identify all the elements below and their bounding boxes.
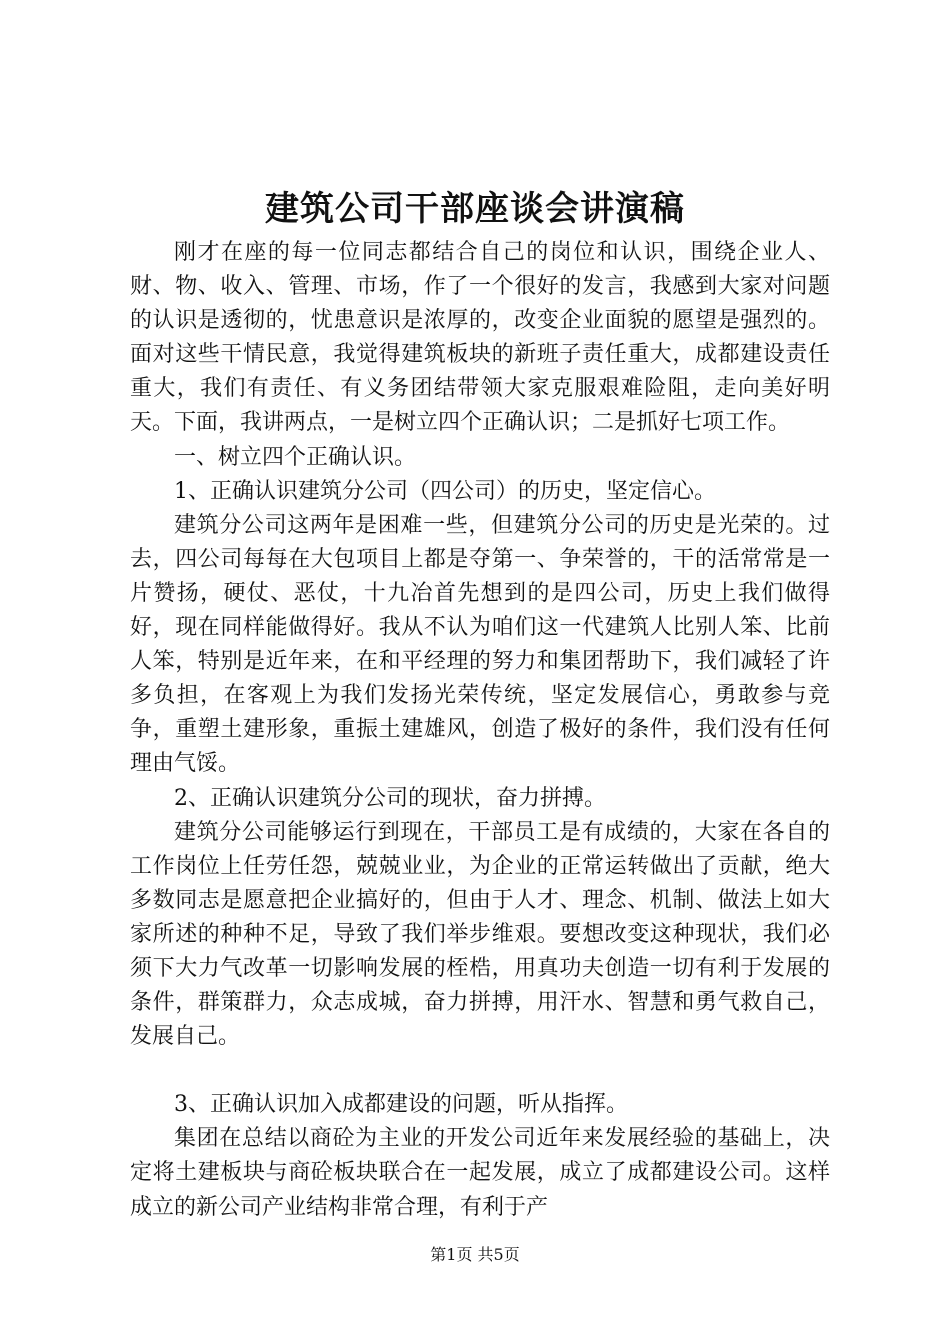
page-number-footer: 第1页 共5页 <box>430 1245 520 1264</box>
document-body <box>130 236 830 1225</box>
paragraph-merger: 集团在总结以商砼为主业的开发公司近年来发展经验的基础上，决定将土建板块与商砼板块联合在一起发展，成立了成都建设公司。这样成立的新公司产业结构非常合理，有利于产 <box>130 1126 830 1220</box>
document-title: 建筑公司干部座谈会讲演稿 <box>265 189 685 229</box>
section-heading-1: 一、树立四个正确认识。 <box>174 444 417 470</box>
paragraph-history: 建筑分公司这两年是困难一些，但建筑分公司的历史是光荣的。过去，四公司每每在大包项目上都是夺第一、争荣誉的，干的活常常是一片赞扬，硬仗、恶仗，十九冶首先想到的是四公司，历史上我们做得好，现在同样能做得好。我从不认为咱们这一代建筑人比别人笨、比前人笨，特别是近年来，在和平经理的努力和集团帮助下，我们减轻了许多负担，在客观上为我们发扬光荣传统，坚定发展信心，勇敢参与竞争，重塑土建形象，重振土建雄风，创造了极好的条件，我们没有任何理由气馁。 <box>130 512 830 777</box>
paragraph-status: 建筑分公司能够运行到现在，干部员工是有成绩的，大家在各自的工作岗位上任劳任怨，兢兢业业，为企业的正常运转做出了贡献，绝大多数同志是愿意把企业搞好的，但由于人才、理念、机制、做法上如大家所述的种种不足，导致了我们举步维艰。要想改变这种现状，我们必须下大力气改革一切影响发展的桎梏，用真功夫创造一切有利于发展的条件，群策群力，众志成城，奋力拼搏，用汗水、智慧和勇气救自己，发展自己。 <box>130 819 830 1050</box>
paragraph-intro: 刚才在座的每一位同志都结合自己的岗位和认识，围绕企业人、财、物、收入、管理、市场，作了一个很好的发言，我感到大家对问题的认识是透彻的，忧患意识是浓厚的，改变企业面貌的愿望是强烈的。面对这些干情民意，我觉得建筑板块的新班子责任重大，成都建设责任重大，我们有责任、有义务团结带领大家克服艰难险阻，走向美好明天。下面，我讲两点，一是树立四个正确认识；二是抓好七项工作。 <box>130 240 830 436</box>
subheading-3: 3、正确认识加入成都建设的问题，听从指挥。 <box>174 1092 628 1118</box>
subheading-1: 1、正确认识建筑分公司（四公司）的历史，坚定信心。 <box>174 478 716 504</box>
subheading-2: 2、正确认识建筑分公司的现状，奋力拼搏。 <box>174 785 606 811</box>
